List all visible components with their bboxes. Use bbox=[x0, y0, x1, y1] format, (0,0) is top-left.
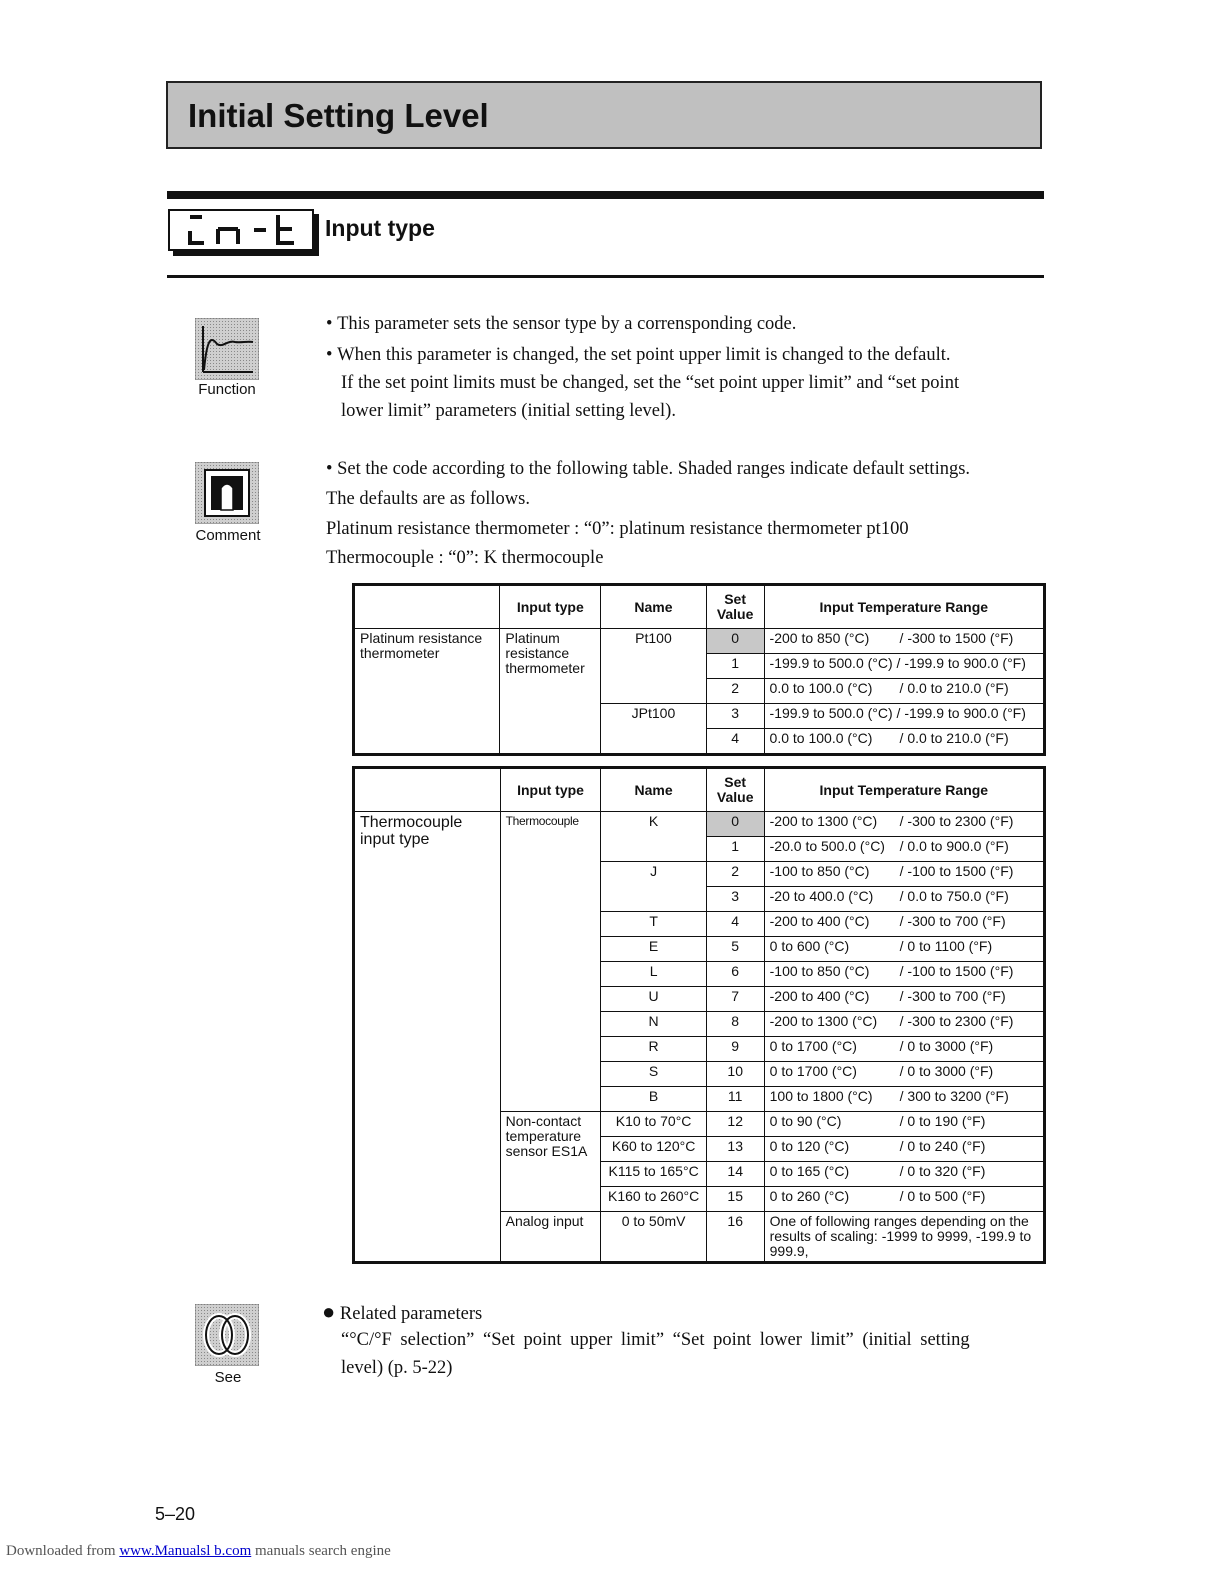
table2-range: -20.0 to 500.0 (°C) / 0.0 to 900.0 (°F) bbox=[764, 837, 1044, 862]
table2-set: 3 bbox=[706, 887, 764, 912]
comment-line-3: Platinum resistance thermometer : “0”: platinum resistance thermometer pt100 bbox=[326, 519, 909, 539]
table2-group: Thermocouple input type bbox=[354, 812, 501, 1263]
table2-set: 15 bbox=[706, 1187, 764, 1212]
table1-header-blank bbox=[354, 585, 500, 629]
download-footer bbox=[6, 1543, 391, 1560]
section-header bbox=[166, 81, 1042, 149]
table2-range: -200 to 400 (°C) / -300 to 700 (°F) bbox=[764, 912, 1044, 937]
table2-analog-set: 16 bbox=[706, 1212, 764, 1263]
parameter-title: Input type bbox=[325, 215, 435, 241]
table1-set: 0 bbox=[706, 629, 764, 654]
table2-name: U bbox=[601, 987, 706, 1012]
table1-input-type: Platinum resistance thermometer bbox=[500, 629, 601, 755]
table1-range: -199.9 to 500.0 (°C) / -199.9 to 900.0 (°F) bbox=[764, 704, 1044, 729]
comment-label: Comment bbox=[195, 527, 261, 544]
table2-range: -20 to 400.0 (°C) / 0.0 to 750.0 (°F) bbox=[764, 887, 1044, 912]
table2-range: -100 to 850 (°C) / -100 to 1500 (°F) bbox=[764, 862, 1044, 887]
table2-range: 0 to 165 (°C) / 0 to 320 (°F) bbox=[764, 1162, 1044, 1187]
table2-header-blank bbox=[354, 768, 501, 812]
table2-noncontact-label: Non-contact temperature sensor ES1A bbox=[500, 1112, 601, 1212]
table2-name: B bbox=[601, 1087, 706, 1112]
function-bullet-2: • When this parameter is changed, the set point upper limit is changed to the default. bbox=[326, 345, 951, 365]
table1-set: 1 bbox=[706, 654, 764, 679]
table2-set: 11 bbox=[706, 1087, 764, 1112]
table2-range: 0 to 600 (°C) / 0 to 1100 (°F) bbox=[764, 937, 1044, 962]
table1-set: 4 bbox=[706, 729, 764, 755]
comment-bullet-text: Set the code according to the following table. Shaded ranges indicate default settings. bbox=[337, 459, 971, 479]
table2-range: -200 to 1300 (°C) / -300 to 2300 (°F) bbox=[764, 812, 1044, 837]
table2-name: J bbox=[601, 862, 706, 912]
table2-name: R bbox=[601, 1037, 706, 1062]
table2-set: 6 bbox=[706, 962, 764, 987]
table2-name: K10 to 70°C bbox=[601, 1112, 706, 1137]
table2-name: K115 to 165°C bbox=[601, 1162, 706, 1187]
table2-name: S bbox=[601, 1062, 706, 1087]
table2-set: 12 bbox=[706, 1112, 764, 1137]
table2-set: 0 bbox=[706, 812, 764, 837]
table2-name: K60 to 120°C bbox=[601, 1137, 706, 1162]
table2-name: N bbox=[601, 1012, 706, 1037]
function-bullet-2-text: When this parameter is changed, the set point upper limit is changed to the default. bbox=[337, 345, 951, 365]
page-title: Initial Setting Level bbox=[188, 97, 489, 134]
seven-segment-in-t-icon bbox=[170, 211, 312, 249]
table2-set: 10 bbox=[706, 1062, 764, 1087]
comment-icon bbox=[195, 462, 259, 524]
related-line-2: level) (p. 5-22) bbox=[341, 1358, 453, 1378]
table2-set: 4 bbox=[706, 912, 764, 937]
section-rule bbox=[167, 275, 1044, 278]
platinum-input-table bbox=[352, 583, 1046, 756]
see-icon bbox=[195, 1304, 259, 1366]
function-bullet-2-line-3: lower limit” parameters (initial setting level). bbox=[341, 401, 676, 421]
table2-set: 2 bbox=[706, 862, 764, 887]
function-bullet-2-line-2: If the set point limits must be changed, set the “set point upper limit” and “set point bbox=[341, 373, 960, 393]
table1-range: -200 to 850 (°C) / -300 to 1500 (°F) bbox=[764, 629, 1044, 654]
table2-name: K160 to 260°C bbox=[601, 1187, 706, 1212]
footer-suffix: manuals search engine bbox=[255, 1543, 391, 1559]
table1-range: 0.0 to 100.0 (°C) / 0.0 to 210.0 (°F) bbox=[764, 729, 1044, 755]
table2-range: -200 to 1300 (°C) / -300 to 2300 (°F) bbox=[764, 1012, 1044, 1037]
table2-thermocouple-label: Thermocouple bbox=[500, 812, 601, 1112]
table1-header-range: Input Temperature Range bbox=[764, 585, 1044, 629]
table2-range: 0 to 90 (°C) / 0 to 190 (°F) bbox=[764, 1112, 1044, 1137]
table1-name-jpt100: JPt100 bbox=[601, 704, 706, 755]
table1-range: -199.9 to 500.0 (°C) / -199.9 to 900.0 (°F) bbox=[764, 654, 1044, 679]
table2-range: -200 to 400 (°C) / -300 to 700 (°F) bbox=[764, 987, 1044, 1012]
table2-set: 1 bbox=[706, 837, 764, 862]
table2-set: 14 bbox=[706, 1162, 764, 1187]
table2-range: -100 to 850 (°C) / -100 to 1500 (°F) bbox=[764, 962, 1044, 987]
table1-set: 2 bbox=[706, 679, 764, 704]
comment-line-2: The defaults are as follows. bbox=[326, 489, 530, 509]
table1-set: 3 bbox=[706, 704, 764, 729]
table2-range: 0 to 260 (°C) / 0 to 500 (°F) bbox=[764, 1187, 1044, 1212]
table1-name-pt100: Pt100 bbox=[601, 629, 706, 704]
table1-header-input-type: Input type bbox=[500, 585, 601, 629]
table2-header-name: Name bbox=[601, 768, 706, 812]
page-number: 5–20 bbox=[155, 1504, 196, 1524]
footer-prefix: Downloaded from bbox=[6, 1543, 116, 1559]
table2-set: 8 bbox=[706, 1012, 764, 1037]
table2-set: 9 bbox=[706, 1037, 764, 1062]
table1-header-set-value: Set Value bbox=[706, 585, 764, 629]
function-label: Function bbox=[198, 381, 256, 398]
table2-set: 7 bbox=[706, 987, 764, 1012]
table2-name: K bbox=[601, 812, 706, 862]
table2-name: L bbox=[601, 962, 706, 987]
table2-range: 0 to 1700 (°C) / 0 to 3000 (°F) bbox=[764, 1037, 1044, 1062]
table1-group: Platinum resistance thermometer bbox=[354, 629, 500, 755]
top-rule bbox=[167, 191, 1044, 199]
table2-analog-range: One of following ranges depending on the results of scaling: -1999 to 9999, -199.9 to 999.9, bbox=[764, 1212, 1044, 1263]
footer-link[interactable]: www.Manualsl b.com bbox=[119, 1543, 252, 1559]
comment-bullet: • Set the code according to the following table. Shaded ranges indicate default settings. bbox=[326, 459, 971, 479]
table2-name: T bbox=[601, 912, 706, 937]
function-bullet-1-text: This parameter sets the sensor type by a corrensponding code. bbox=[337, 314, 797, 334]
function-bullet-1: • This parameter sets the sensor type by a corrensponding code. bbox=[326, 314, 797, 334]
table2-set: 5 bbox=[706, 937, 764, 962]
table2-analog-label: Analog input bbox=[500, 1212, 601, 1263]
table2-analog-name: 0 to 50mV bbox=[601, 1212, 706, 1263]
table2-range: 100 to 1800 (°C) / 300 to 3200 (°F) bbox=[764, 1087, 1044, 1112]
related-heading-text: Related parameters bbox=[339, 1304, 483, 1324]
table2-set: 13 bbox=[706, 1137, 764, 1162]
thermocouple-input-table bbox=[352, 766, 1046, 1264]
related-heading: ● Related parameters bbox=[322, 1299, 483, 1324]
table1-range: 0.0 to 100.0 (°C) / 0.0 to 210.0 (°F) bbox=[764, 679, 1044, 704]
comment-line-4: Thermocouple : “0”: K thermocouple bbox=[326, 548, 604, 568]
seven-segment-code-display bbox=[168, 209, 314, 251]
table2-header-set-value: Set Value bbox=[706, 768, 764, 812]
table2-header-range: Input Temperature Range bbox=[764, 768, 1044, 812]
table2-name: E bbox=[601, 937, 706, 962]
table2-range: 0 to 1700 (°C) / 0 to 3000 (°F) bbox=[764, 1062, 1044, 1087]
table2-range: 0 to 120 (°C) / 0 to 240 (°F) bbox=[764, 1137, 1044, 1162]
function-icon bbox=[195, 318, 259, 380]
see-label: See bbox=[214, 1369, 242, 1386]
table1-header-name: Name bbox=[601, 585, 706, 629]
related-line-1: “°C/°F selection” “Set point upper limit” “Set point lower limit” (initial setting bbox=[341, 1330, 970, 1350]
table2-header-input-type: Input type bbox=[500, 768, 601, 812]
